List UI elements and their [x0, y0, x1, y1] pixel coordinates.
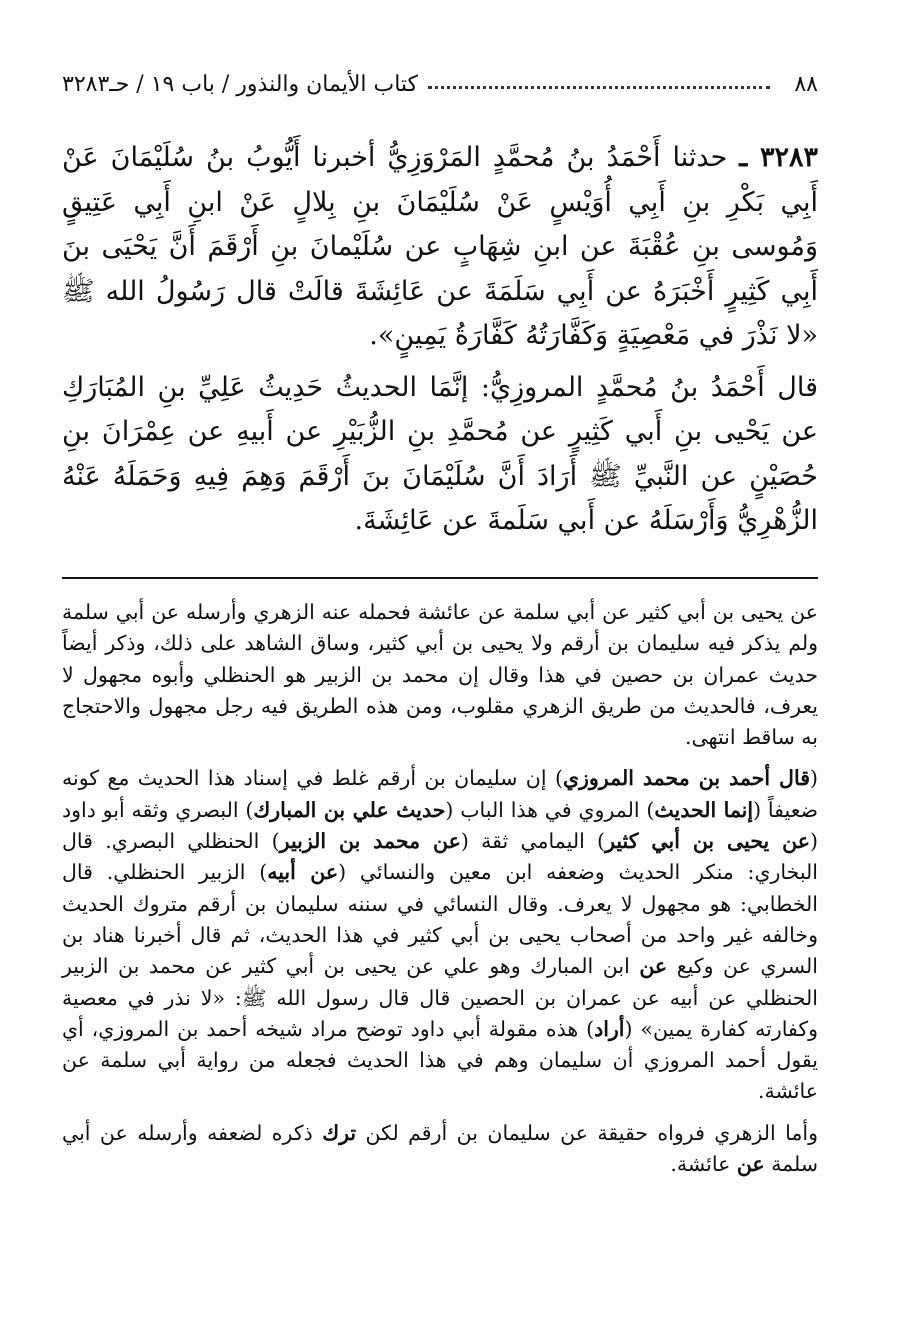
- commentary-lemma: ترك: [322, 1120, 357, 1145]
- commentary-lemma: عن: [736, 1152, 765, 1177]
- running-title: كتاب الأيمان والنذور / باب ١٩ / حـ٣٢٨٣: [62, 71, 419, 97]
- commentary-lemma: إنما الحديث: [654, 797, 754, 822]
- footnote-separator: [62, 577, 818, 579]
- commentary-lemma: قال أحمد بن محمد المروزي: [562, 766, 810, 791]
- commentary-paragraph-1: عن يحيى بن أبي كثير عن أبي سلمة عن عائشة فحمله عنه الزهري وأرسله عن أبي سلمة ولم يذكر فيه سليمان بن أرقم ولا يحيى بن أبي كثير، وساق الشاهد على ذلك، وذكر أيضاً حديث عمران بن حصين في هذا وقال إن محمد بن الزبير هو الحنظلي وأبوه مجهول لا يعرف، فالحديث من طريق الزهري مقلوب، ومن هذه الطريق فيه رجل مجهول والاحتجاج به ساقط انتهى.: [62, 600, 818, 750]
- commentary-paragraph-2: (قال أحمد بن محمد المروزي) إن سليمان بن أرقم غلط في إسناد هذا الحديث مع كونه ضعيفاً (إنما الحديث) المروي في هذا الباب (حديث علي بن المبارك) البصري وثقه أبو داود (عن يحيى بن أبي كثير) اليمامي ثقة (عن محمد بن الزبير) الحنظلي البصري. قال البخاري: منكر الحديث وضعفه ابن معين والنسائي (عن أبيه) الزبير الحنظلي. قال الخطابي: هو مجهول لا يعرف. وقال النسائي في سننه سليمان بن أرقم متروك الحديث وخالفه غير واحد من أصحاب يحيى بن أبي كثير في هذا الحديث، ثم قال أخبرنا هناد بن السري عن وكيع عن ابن المبارك وهو علي عن يحيى بن أبي كثير عن محمد بن الزبير الحنظلي عن أبيه عن عمران بن الحصين قال قال رسول الله ﷺ: «لا نذر في معصية وكفارته كفارة يمين» (أراد) هذه مقولة أبي داود توضح مراد شيخه أحمد بن المروزي، أي يقول أحمد المروزي أن سليمان وهم في هذا الحديث فجعله من رواية أبي سلمة عن عائشة.: [62, 766, 819, 1104]
- hadith-paragraph-1: [62, 136, 818, 359]
- commentary-lemma: عن: [639, 954, 668, 979]
- hadith-isnad-matn: حدثنا أَحْمَدُ بنُ مُحمَّدٍ المَرْوَزِيُّ أخبرنا أَيُّوبُ بنُ سُلَيْمَانَ عَنْ أَبِي بَكْرِ بنِ أَبِي أُوَيْسٍ عَنْ سُلَيْمَانَ بنِ بِلالٍ عَنْ ابنِ أَبِي عَتِيقٍ وَمُوسى بنِ عُقْبَةَ عن ابنِ شِهَابٍ عن سُلَيْمانَ بنِ أَرْقَمَ أَنَّ يَحْيَى بنَ أَبِي كَثِيرٍ أَخْبَرَهُ عن أَبِي سَلَمَةَ عن عَائِشَةَ قالَتْ قال رَسُولُ الله ﷺ «لا نَذْرَ في مَعْصِيَةٍ وَكَفَّارَتُهُ كَفَّارَةُ يَمِينٍ».: [62, 142, 818, 351]
- hadith-paragraph-2: قال أَحْمَدُ بنُ مُحمَّدٍ المروزِيُّ: إنَّمَا الحديثُ حَدِيثُ عَلِيِّ بنِ المُبَارَكِ عن يَحْيى بنِ أَبي كَثِيرٍ عن مُحمَّدِ بنِ الزُّبَيْرِ عن أَبيهِ عن عِمْرَانَ بنِ حُصَيْنٍ عن النَّبيِّ ﷺ أَرَادَ أَنَّ سُلَيْمَانَ بنَ أَرْقَمَ وَهِمَ فِيهِ وَحَمَلَهُ عَنْهُ الزُّهْرِيُّ وَأَرْسَلَهُ عن أَبي سَلَمةَ عن عَائِشَةَ.: [62, 371, 818, 536]
- commentary-lemma: عن أبيه: [267, 860, 339, 885]
- hadith-text: [62, 136, 818, 544]
- commentary-lemma: حديث علي بن المبارك: [253, 797, 446, 822]
- commentary-paragraph-3: وأما الزهري فرواه حقيقة عن سليمان بن أرقم لكن ترك ذكره لضعفه وأرسله عن أبي سلمة عن عائشة.: [62, 1120, 818, 1177]
- page-number: ٨٨: [794, 71, 818, 97]
- header-dotted-leader: [428, 86, 770, 89]
- commentary-lemma: أراد: [594, 1016, 625, 1041]
- book-page: [62, 0, 818, 1343]
- commentary-lemma: عن محمد بن الزبير: [279, 829, 461, 854]
- commentary: [62, 597, 818, 1180]
- commentary-lemma: عن يحيى بن أبي كثير: [605, 829, 811, 854]
- page-header: [62, 66, 818, 102]
- hadith-number: ٣٢٨٣ ـ: [739, 142, 818, 173]
